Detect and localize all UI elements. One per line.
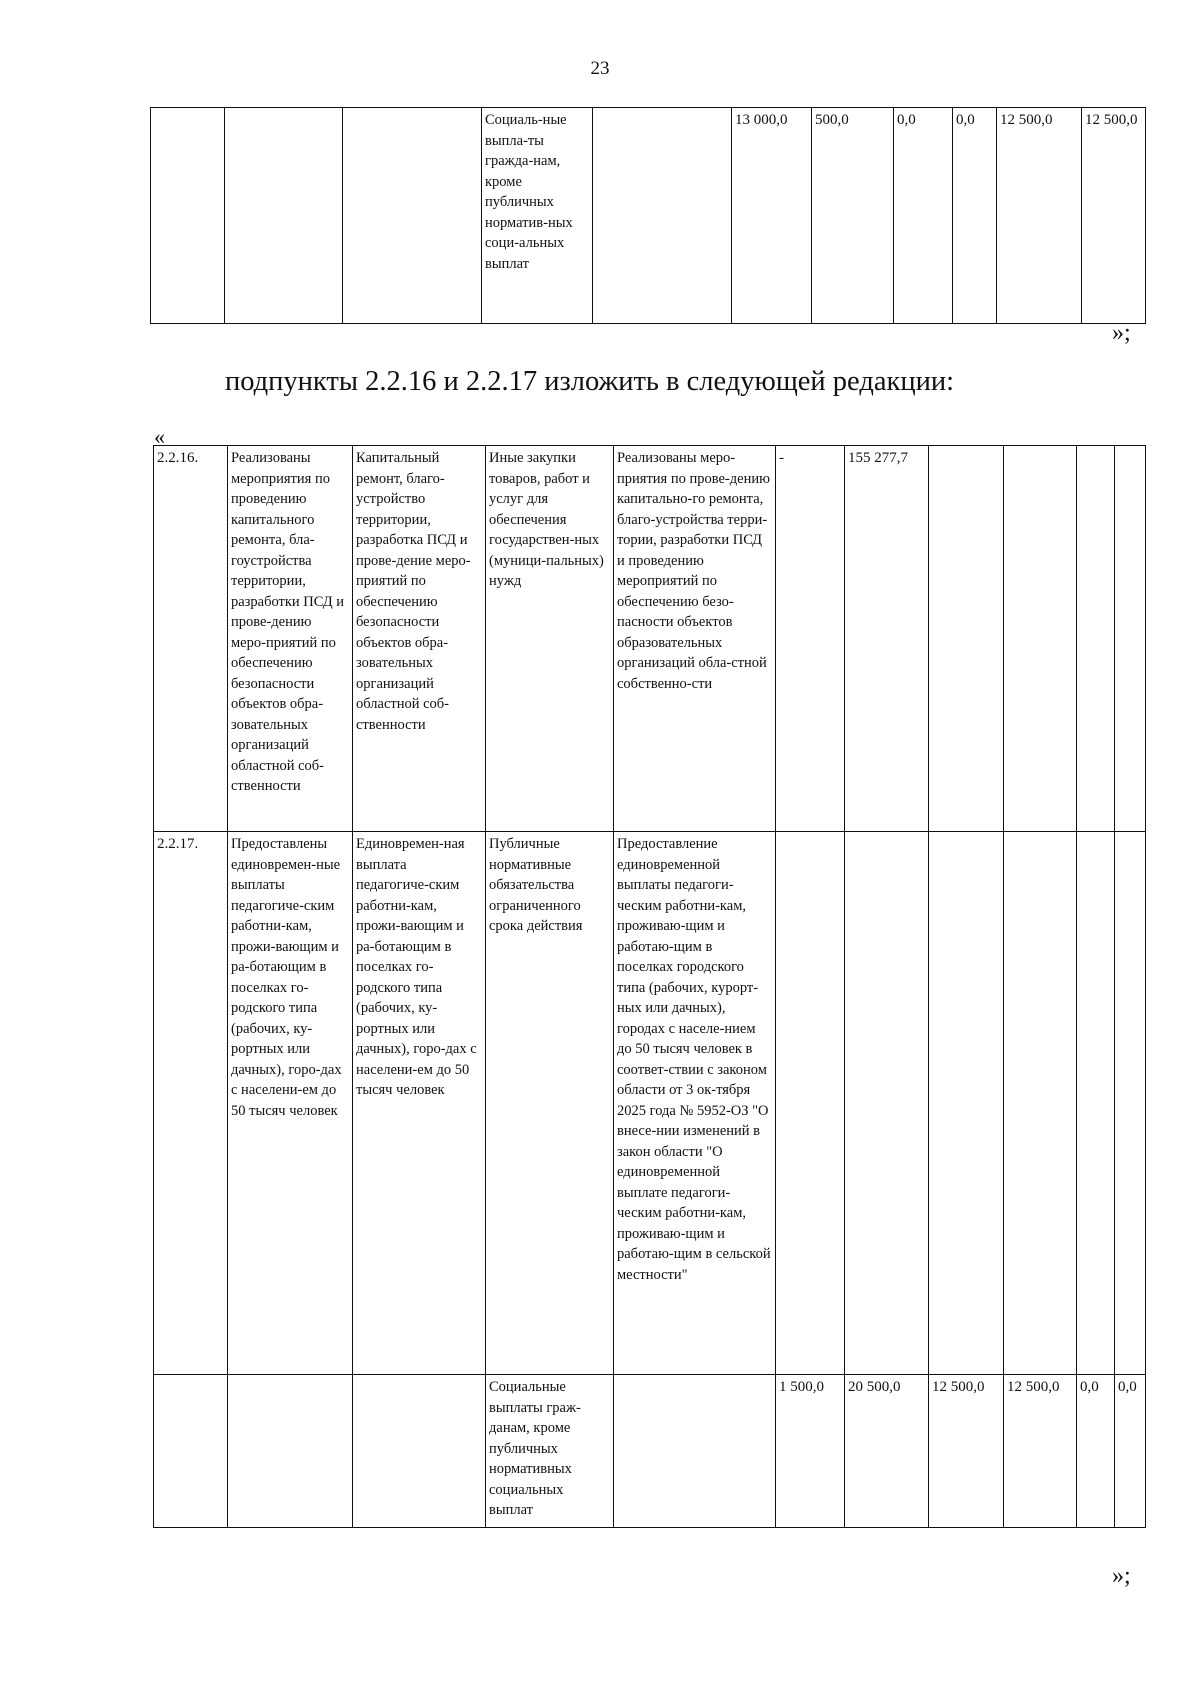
closing-quote-mark: »;: [1112, 320, 1131, 346]
opening-quote-mark: «: [154, 424, 165, 449]
table-row: [154, 1375, 1146, 1528]
value-cell: 0,0: [894, 108, 953, 324]
cell-expense: Иные закупки товаров, работ и услуг для обеспечения государствен-ных (муници-пальных) нужд: [486, 446, 614, 832]
value-cell: 500,0: [812, 108, 894, 324]
value-cell: -: [776, 446, 845, 832]
value-cell: [776, 832, 845, 1375]
cell-result: Реализованы мероприятия по проведению капитального ремонта, бла-гоустройства территории, разработки ПСД и прове-дению меро-приятий по обеспечению безопасности объектов обра-зовательных организаций областной соб-ственности: [228, 446, 353, 832]
value-cell: 20 500,0: [845, 1375, 929, 1528]
value-cell: [845, 832, 929, 1375]
value-cell: 12 500,0: [929, 1375, 1004, 1528]
value-cell: 155 277,7: [845, 446, 929, 832]
closing-quote-mark: »;: [1112, 1563, 1131, 1589]
table-row: [154, 832, 1146, 1375]
amended-subitems-table: [153, 445, 1146, 1528]
value-cell: 0,0: [1115, 1375, 1146, 1528]
cell-description: Предоставление единовременной выплаты педагоги-ческим работни-кам, проживаю-щим и работаю-щим в поселках городского типа (рабочих, курорт-ных или дачных), городах с населе-нием до 50 тысяч человек в соответ-ствии с законом области от 3 ок-тября 2025 года № 5952-ОЗ "О внесе-нии изменений в закон области "О единовременной выплате педагоги-ческим работни-кам, проживаю-щим и работаю-щим в сельской местности": [614, 832, 776, 1375]
row-number: [154, 1375, 228, 1528]
row-number: 2.2.16.: [154, 446, 228, 832]
cell-direction: [343, 108, 482, 324]
table-row: [154, 446, 1146, 832]
value-cell: [1115, 832, 1146, 1375]
cell-expense: Социальные выплаты граж-данам, кроме публичных нормативных социальных выплат: [486, 1375, 614, 1528]
value-cell: [1077, 832, 1115, 1375]
cell-result: [225, 108, 343, 324]
cell-description: [614, 1375, 776, 1528]
cell-description: [593, 108, 732, 324]
row-number: 2.2.17.: [154, 832, 228, 1375]
value-cell: [1004, 446, 1077, 832]
value-cell: 0,0: [953, 108, 997, 324]
value-cell: [929, 832, 1004, 1375]
cell-direction: Единовремен-ная выплата педагогиче-ским работни-кам, прожи-вающим и ра-ботающим в поселках го-родского типа (рабочих, ку-рортных или дачных), горо-дах с населени-ем до 50 тысяч человек: [353, 832, 486, 1375]
value-cell: 12 500,0: [1004, 1375, 1077, 1528]
value-cell: 13 000,0: [732, 108, 812, 324]
value-cell: [929, 446, 1004, 832]
cell-direction: Капитальный ремонт, благо-устройство территории, разработка ПСД и прове-дение меро-приятий по обеспечению безопасности объектов обра-зовательных организаций областной соб-ственности: [353, 446, 486, 832]
cell-num: [151, 108, 225, 324]
top-table-continuation: [150, 107, 1146, 324]
cell-result: Предоставлены единовремен-ные выплаты педагогиче-ским работни-кам, прожи-вающим и ра-ботающим в поселках го-родского типа (рабочих, ку-рортных или дачных), горо-дах с населени-ем до 50 тысяч человек: [228, 832, 353, 1375]
value-cell: 12 500,0: [997, 108, 1082, 324]
value-cell: [1115, 446, 1146, 832]
value-cell: [1004, 832, 1077, 1375]
cell-description: Реализованы меро-приятия по прове-дению капитально-го ремонта, благо-устройства терри-тории, разработки ПСД и проведению мероприятий по обеспечению безо-пасности объектов образовательных организаций обла-стной собственно-сти: [614, 446, 776, 832]
cell-result: [228, 1375, 353, 1528]
cell-expense: Публичные нормативные обязательства ограниченного срока действия: [486, 832, 614, 1375]
cell-expense: Социаль-ные выпла-ты гражда-нам, кроме публичных норматив-ных соци-альных выплат: [482, 108, 593, 324]
value-cell: 12 500,0: [1082, 108, 1146, 324]
value-cell: 0,0: [1077, 1375, 1115, 1528]
cell-direction: [353, 1375, 486, 1528]
value-cell: 1 500,0: [776, 1375, 845, 1528]
page-number: 23: [590, 58, 610, 79]
amendment-heading: подпункты 2.2.16 и 2.2.17 изложить в следующей редакции:: [225, 366, 954, 397]
value-cell: [1077, 446, 1115, 832]
